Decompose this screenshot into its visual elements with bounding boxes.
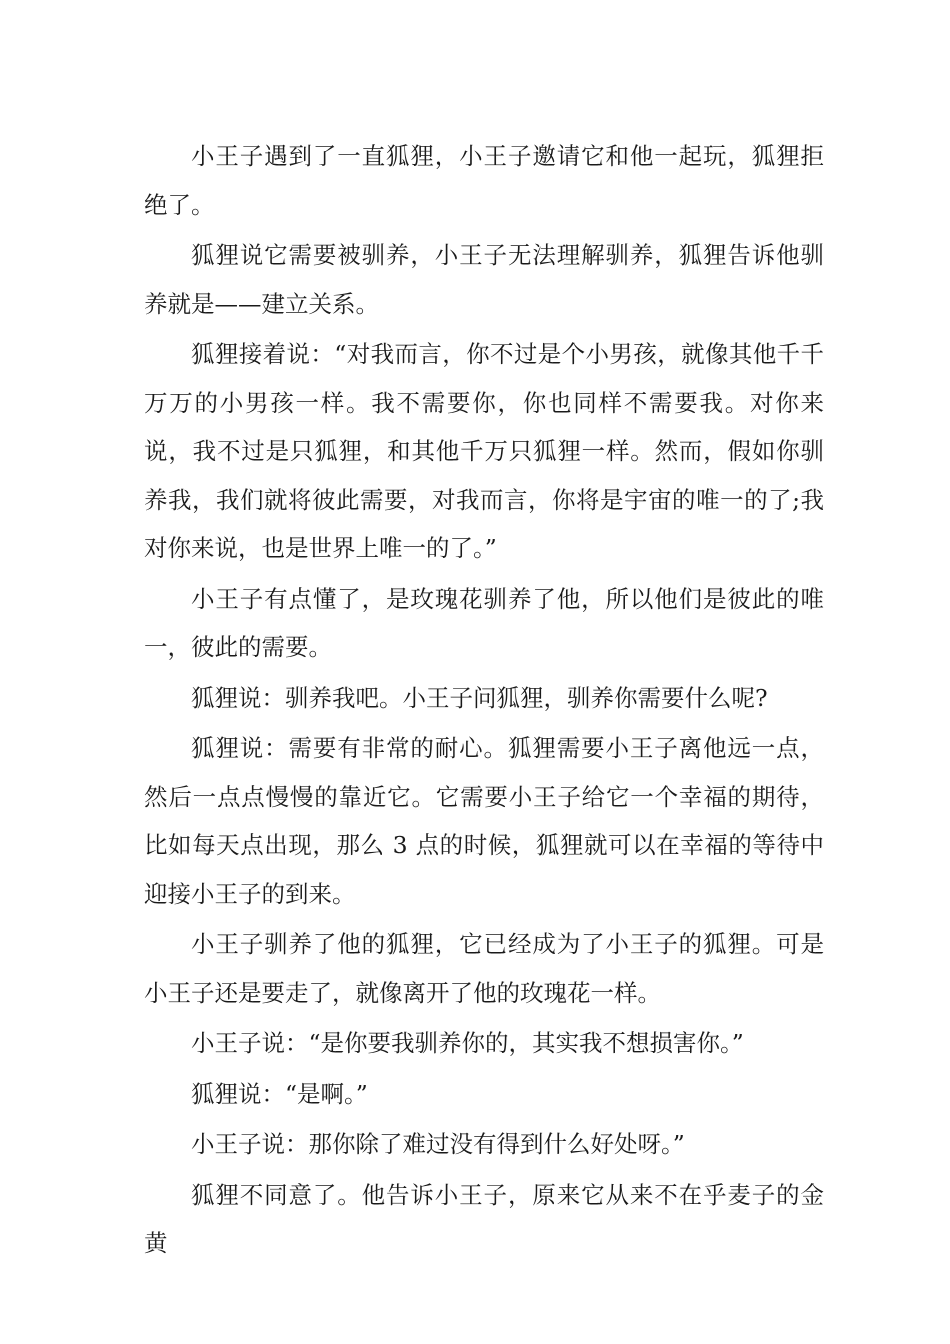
paragraph: 小王子说：那你除了难过没有得到什么好处呀。” xyxy=(191,1130,685,1158)
paragraph: 小王子有点懂了，是玫瑰花驯养了他，所以他们是彼此的唯一，彼此的需要。 xyxy=(144,584,824,661)
paragraph: 狐狸接着说：“对我而言，你不过是个小男孩，就像其他千千万万的小男孩一样。我不需要你，你也同样不需要我。对你来说，我不过是只狐狸，和其他千万只狐狸一样。然而，假如你驯养我，我们就将彼此需要，对我而言，你将是宇宙的唯一的了;我对你来说，也是世界上唯一的了。” xyxy=(144,340,824,562)
paragraph: 狐狸说：驯养我吧。小王子问狐狸，驯养你需要什么呢? xyxy=(191,683,768,712)
document-body xyxy=(144,132,824,1268)
paragraph: 小王子驯养了他的狐狸，它已经成为了小王子的狐狸。可是小王子还是要走了，就像离开了他的玫瑰花一样。 xyxy=(144,930,824,1007)
paragraph: 小王子说：“是你要我驯养你的，其实我不想损害你。” xyxy=(191,1029,744,1057)
paragraph: 小王子遇到了一直狐狸，小王子邀请它和他一起玩，狐狸拒绝了。 xyxy=(144,142,824,219)
paragraph: 狐狸不同意了。他告诉小王子，原来它从来不在乎麦子的金黄 xyxy=(144,1180,824,1257)
paragraph: 狐狸说：需要有非常的耐心。狐狸需要小王子离他远一点，然后一点点慢慢的靠近它。它需要小王子给它一个幸福的期待，比如每天点出现，那么 3 点的时候，狐狸就可以在幸福的等待中迎接小王子的到来。 xyxy=(144,734,824,908)
paragraph: 狐狸说它需要被驯养，小王子无法理解驯养，狐狸告诉他驯养就是——建立关系。 xyxy=(144,241,824,318)
paragraph: 狐狸说：“是啊。” xyxy=(191,1079,368,1108)
